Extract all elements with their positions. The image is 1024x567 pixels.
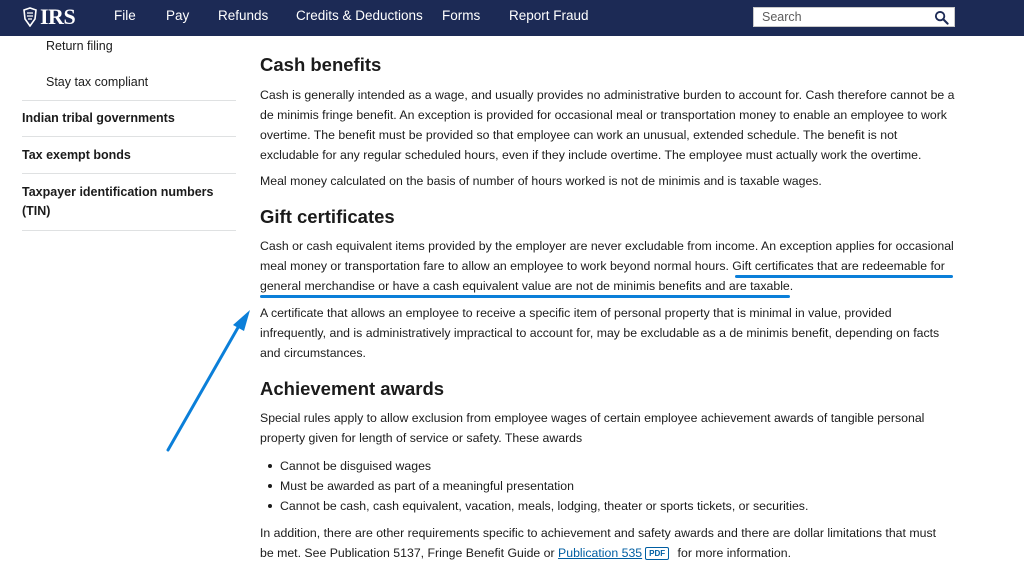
list-item: Cannot be disguised wages — [260, 456, 960, 476]
nav-report-fraud[interactable]: Report Fraud — [509, 8, 589, 23]
text-line: property given for length of service or safety. These awards — [260, 431, 583, 445]
pdf-badge: PDF — [645, 547, 669, 560]
text-segment: be met. See Publication 5137, Fringe Benefit Guide or — [260, 546, 559, 560]
text-line: de minimis fringe benefit. An exception is provided for occasional meal or transportation money to enable an employee to work — [260, 108, 947, 122]
text-line: Meal money calculated on the basis of number of hours worked is not de minimis and is taxable wages. — [260, 174, 822, 188]
text-line: and circumstances. — [260, 346, 366, 360]
sidebar-item-tin[interactable]: Taxpayer identification numbers (TIN) — [22, 185, 214, 218]
text-line: general merchandise or have a cash equivalent value are not de minimis benefits and are taxable. — [260, 279, 794, 293]
nav-pay[interactable]: Pay — [166, 8, 190, 23]
text-line: Cash is generally intended as a wage, and usually provides no administrative burden to account for. Cash therefore cannot be a — [260, 88, 955, 102]
publication-535-link[interactable]: Publication 535 — [558, 546, 643, 560]
sidebar-item-stay-tax-compliant[interactable]: Stay tax compliant — [46, 75, 149, 89]
heading-gift-certificates: Gift certificates — [260, 206, 395, 227]
list-item: Cannot be cash, cash equivalent, vacation, meals, lodging, theater or sports tickets, or securities. — [260, 496, 960, 516]
nav-refunds[interactable]: Refunds — [218, 8, 269, 23]
text-line: overtime. The benefit must be provided so that employee can work an unusual, extended schedule. The benefit is not — [260, 128, 898, 142]
text-line: Special rules apply to allow exclusion from employee wages of certain employee achievement awards of tangible personal — [260, 411, 925, 425]
heading-achievement-awards: Achievement awards — [260, 378, 445, 399]
sidebar-item-tax-exempt-bonds[interactable]: Tax exempt bonds — [22, 148, 131, 162]
text-line: meal money or transportation fare to allow an employee to work beyond normal hours. Gift certificates that are redeemable for — [260, 259, 945, 273]
sidebar-item-return-filing[interactable]: Return filing — [46, 39, 113, 53]
nav-credits-deductions[interactable]: Credits & Deductions — [296, 8, 423, 23]
list-item: Must be awarded as part of a meaningful presentation — [260, 476, 960, 496]
nav-file[interactable]: File — [114, 8, 136, 23]
sidebar-item-indian-tribal-governments[interactable]: Indian tribal governments — [22, 111, 175, 125]
text-line: Cash or cash equivalent items provided by the employer are never excludable from income. An exception applies for occasional — [260, 239, 954, 253]
text-segment: for more information. — [674, 546, 792, 560]
nav-forms[interactable]: Forms — [442, 8, 481, 23]
logo-text: IRS — [40, 4, 76, 29]
text-line: excludable for any regular scheduled hours, even if they include overtime. The employee must actually work the overtime. — [260, 148, 922, 162]
text-line: In addition, there are other requirements specific to achievement and safety awards and there are dollar limitations that must — [260, 526, 937, 540]
heading-cash-benefits: Cash benefits — [260, 54, 382, 75]
text-line: A certificate that allows an employee to receive a specific item of personal property that is minimal in value, provided — [260, 306, 892, 320]
text-line: infrequently, and is administratively impractical to account for, may be excludable as a de minimis benefit, depending on facts — [260, 326, 940, 340]
